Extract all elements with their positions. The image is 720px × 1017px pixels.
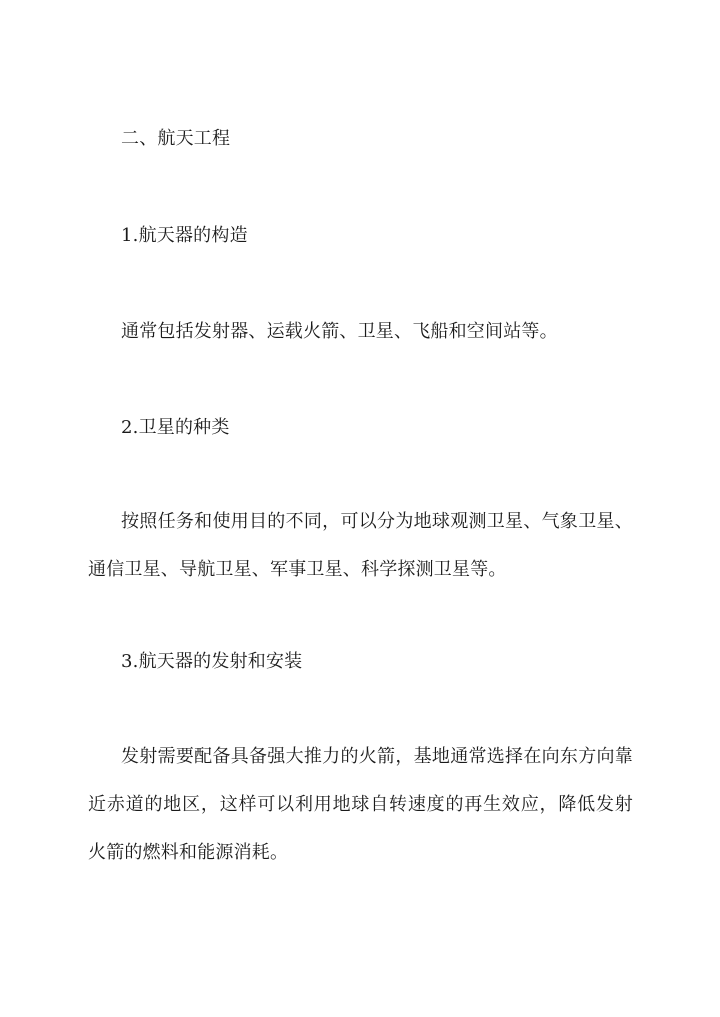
paragraph-structure: 通常包括发射器、运载火箭、卫星、飞船和空间站等。 bbox=[121, 321, 558, 342]
paragraph-satellite-types: 按照任务和使用目的不同，可以分为地球观测卫星、气象卫星、通信卫星、导航卫星、军事卫星、科学探测卫星等。 bbox=[88, 511, 633, 580]
subsection-heading-launch: 3.航天器的发射和安装 bbox=[121, 651, 303, 672]
section-heading: 二、航天工程 bbox=[121, 128, 231, 149]
subsection-heading-satellite-types: 2.卫星的种类 bbox=[121, 417, 230, 438]
subsection-heading-structure: 1.航天器的构造 bbox=[121, 225, 248, 246]
paragraph-launch: 发射需要配备具备强大推力的火箭，基地通常选择在向东方向靠近赤道的地区，这样可以利用地球自转速度的再生效应，降低发射火箭的燃料和能源消耗。 bbox=[88, 746, 633, 863]
